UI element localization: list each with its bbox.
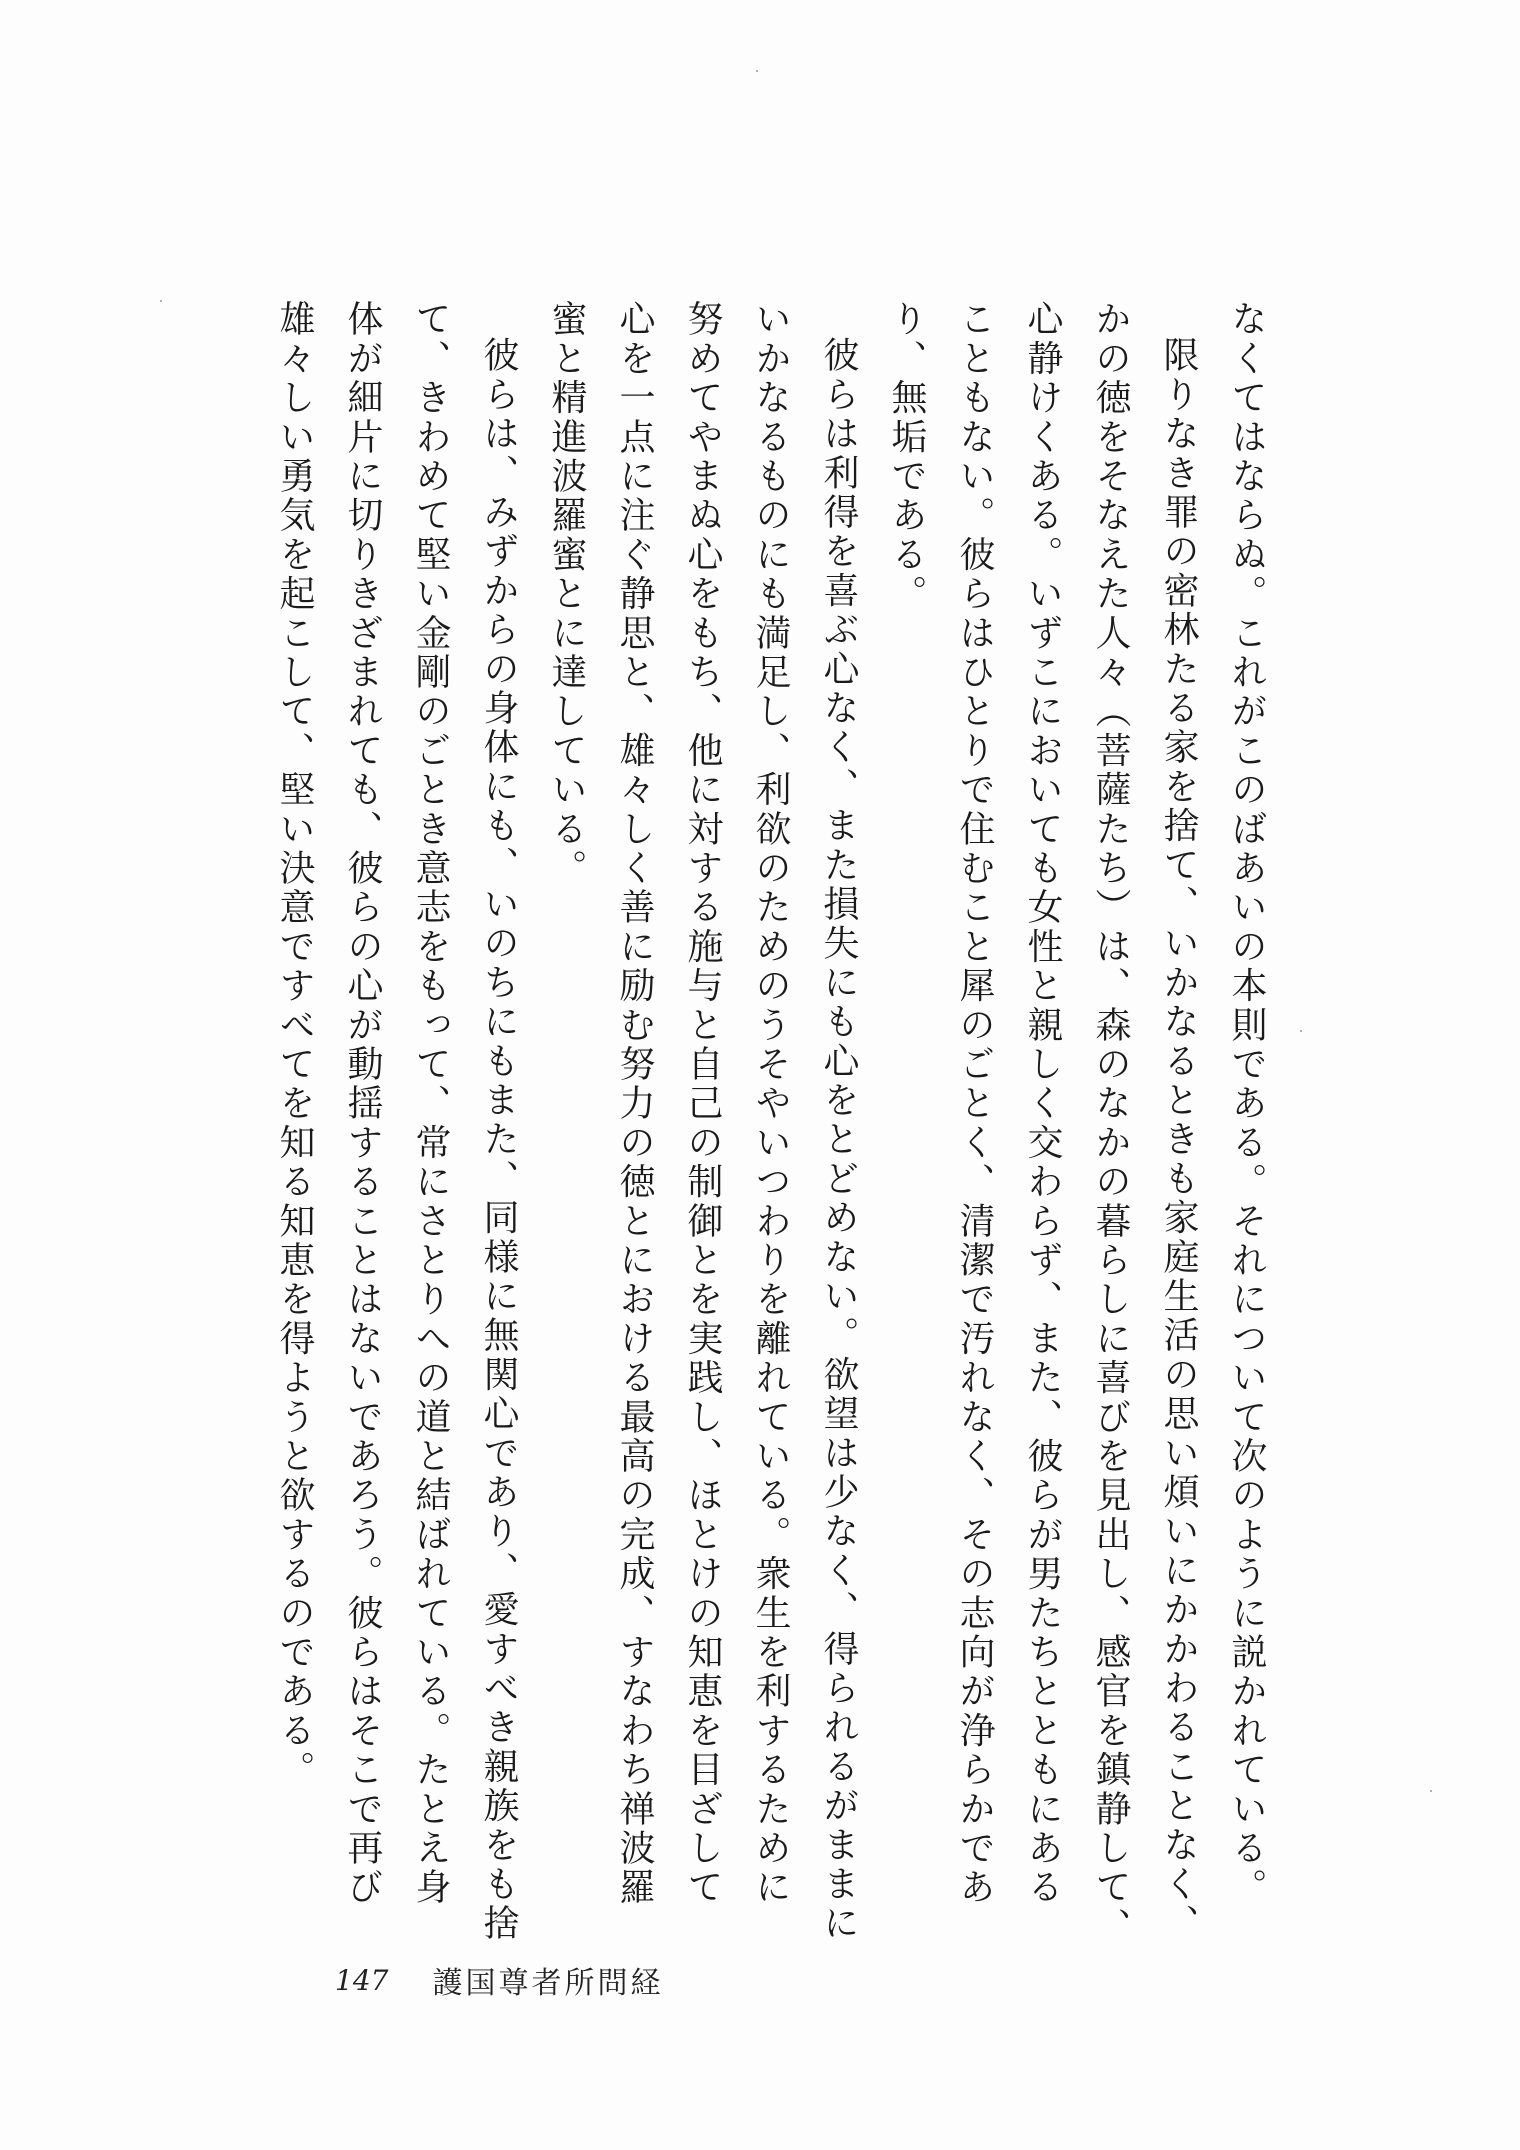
text-line: 心を一点に注ぐ静思と、雄々しく善に励む努力の徳とにおける最高の完成、すなわち禅波羅	[614, 300, 655, 1908]
text-line: 雄々しい勇気を起こして、堅い決意ですべてを知る知恵を得ようと欲するのである。	[274, 300, 315, 1790]
running-title: 護国尊者所問経	[432, 1966, 664, 2001]
text-line: こともない。彼らはひとりで住むこと犀のごとく、清潔で汚れなく、その志向が浄らかであ	[954, 300, 995, 1908]
text-line: 体が細片に切りきざまれても、彼らの心が動揺することはないであろう。彼らはそこで再び	[342, 300, 383, 1908]
text-line: 努めてやまぬ心をもち、他に対する施与と自己の制御とを実践し、ほとけの知恵を目ざして	[682, 300, 723, 1908]
page-number: 147	[335, 1963, 389, 1997]
text-line: り、無垢である。	[886, 300, 927, 614]
vertical-text-block	[274, 300, 1280, 1947]
text-line: て、きわめて堅い金剛のごとき意志をもって、常にさとりへの道と結ばれている。たとえ身	[410, 300, 451, 1908]
text-line: 限りなき罪の密林たる家を捨て、いかなるときも家庭生活の思い煩いにかかわることなく、	[1158, 336, 1199, 1944]
scan-speck	[756, 70, 758, 72]
text-line: いかなるものにも満足し、利欲のためのうそやいつわりを離れている。衆生を利するために	[750, 300, 791, 1908]
scan-speck	[1430, 1790, 1432, 1792]
text-line: かの徳をそなえた人々（菩薩たち）は、森のなかの暮らしに喜びを見出し、感官を鎮静して、	[1090, 300, 1131, 1947]
text-line: 彼らは利得を喜ぶ心なく、また損失にも心をとどめない。欲望は少なく、得られるがままに	[818, 336, 859, 1944]
text-line: 心静けくある。いずこにおいても女性と親しく交わらず、また、彼らが男たちとともにある	[1022, 300, 1063, 1908]
page-footer	[335, 1955, 663, 2005]
text-line: なくてはならぬ。これがこのばあいの本則である。それについて次のように説かれている。	[1226, 300, 1267, 1908]
scan-speck	[160, 300, 162, 302]
scan-speck	[1300, 1030, 1302, 1032]
text-line: 彼らは、みずからの身体にも、いのちにもまた、同様に無関心であり、愛すべき親族をも捨	[478, 336, 519, 1944]
text-line: 蜜と精進波羅蜜とに達している。	[546, 300, 587, 888]
